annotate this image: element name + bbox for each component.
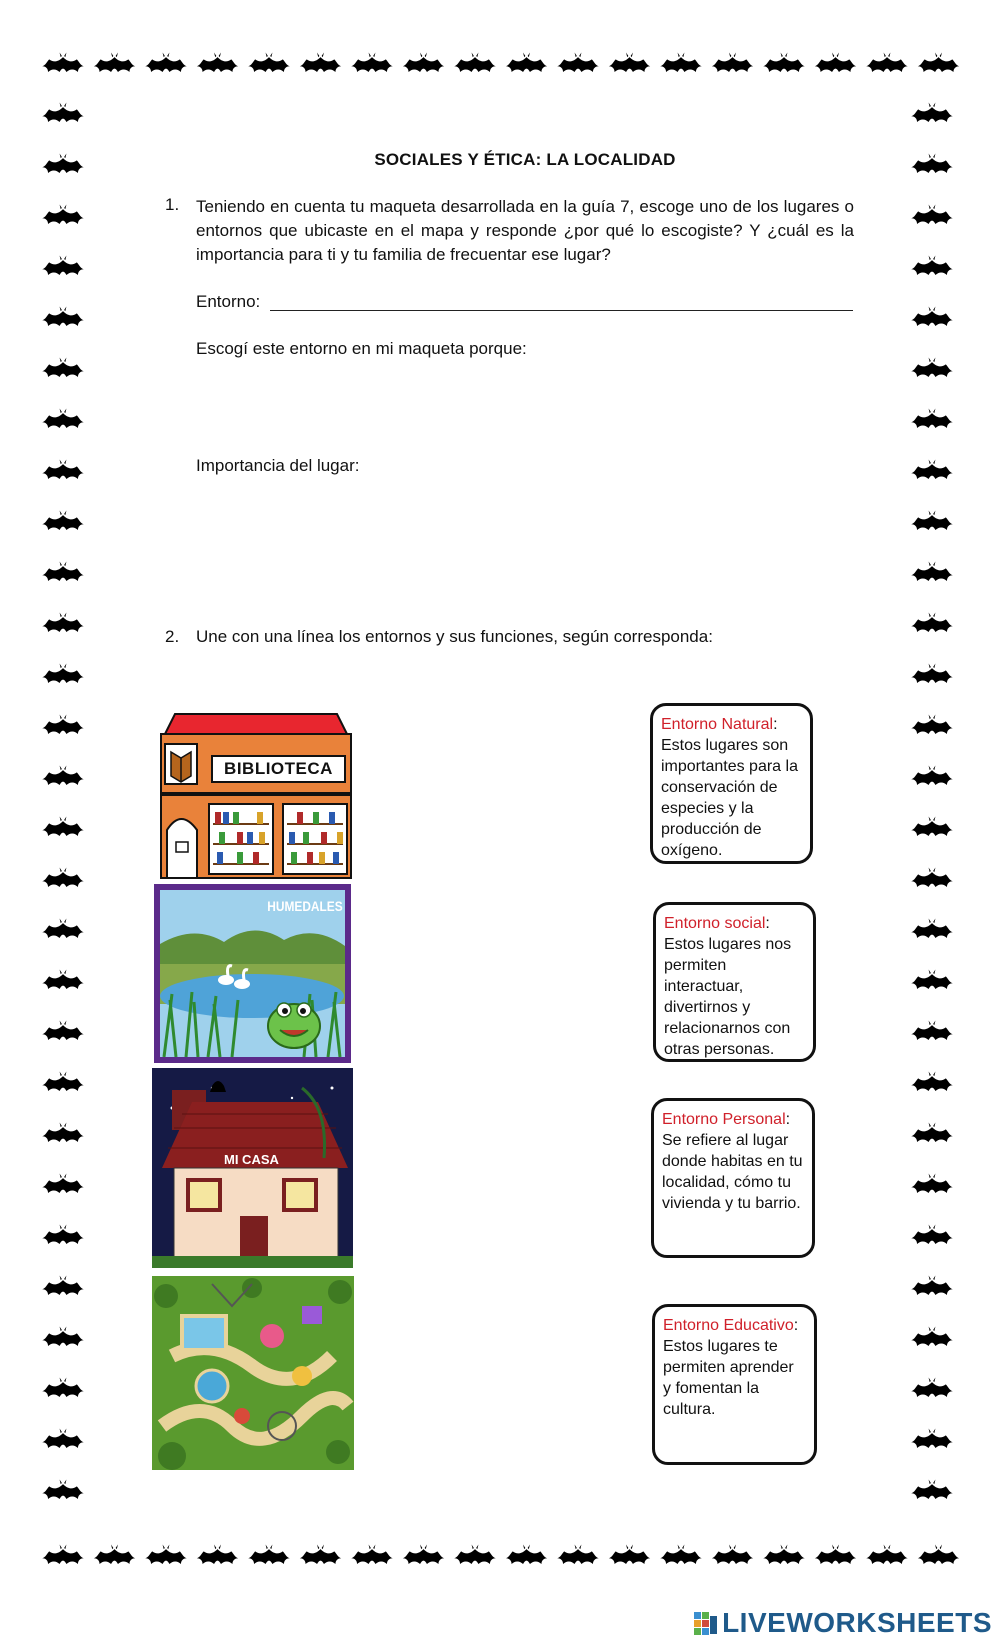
question-2-number: 2.	[165, 627, 180, 646]
question-2-text: Une con una línea los entornos y sus funciones, según corresponda:	[196, 627, 713, 646]
bat-icon	[145, 53, 186, 73]
card-entorno-educativo[interactable]: Entorno Educativo: Estos lugares te permiten aprender y fomentan la cultura.	[652, 1304, 817, 1465]
bat-icon	[911, 1225, 952, 1245]
bat-icon	[42, 1123, 83, 1143]
bat-icon	[763, 1545, 804, 1565]
bat-icon	[145, 1545, 186, 1565]
card-description: Estos lugares nos permiten interactuar, divertirnos y relacionarnos con otras personas.	[664, 936, 792, 1058]
liveworksheets-logo[interactable]	[694, 1607, 992, 1639]
question-1-text: Teniendo en cuenta tu maqueta desarrollada en la guía 7, escoge uno de los lugares o entornos que ubicaste en el mapa y responde ¿por qué lo escogiste? Y ¿cuál es la importancia para ti y tu familia de frecuentar ese lugar?	[196, 197, 854, 264]
house-sign: MI CASA	[224, 1152, 279, 1167]
bat-icon	[911, 1378, 952, 1398]
card-entorno-personal[interactable]: Entorno Personal: Se refiere al lugar donde habitas en tu localidad, cómo tu vivienda y tu barrio.	[651, 1098, 815, 1258]
bat-icon	[197, 1545, 238, 1565]
bat-icon	[911, 664, 952, 684]
bat-icon	[918, 1545, 959, 1565]
bat-icon	[911, 1429, 952, 1449]
bat-icon	[712, 53, 753, 73]
bat-icon	[42, 1072, 83, 1092]
bat-icon	[42, 409, 83, 429]
bat-icon	[42, 868, 83, 888]
reason-answer-area[interactable]	[196, 365, 854, 445]
bat-icon	[911, 511, 952, 531]
bat-icon	[911, 358, 952, 378]
bat-icon	[42, 511, 83, 531]
card-title: Entorno Natural	[661, 716, 774, 733]
bat-icon	[911, 307, 952, 327]
bat-icon	[42, 1378, 83, 1398]
house-picture[interactable]	[152, 1068, 353, 1268]
bat-icon	[197, 53, 238, 73]
bat-icon	[300, 1545, 341, 1565]
importance-label: Importancia del lugar:	[196, 456, 360, 475]
bat-icon	[248, 53, 289, 73]
amusement-park-icon	[152, 1276, 354, 1470]
entorno-answer-line[interactable]	[270, 310, 853, 311]
card-title: Entorno Personal	[662, 1111, 786, 1128]
importance-answer-area[interactable]	[196, 482, 854, 582]
bat-icon	[763, 53, 804, 73]
bat-icon	[300, 53, 341, 73]
bat-icon	[911, 766, 952, 786]
card-title: Entorno social	[664, 915, 766, 932]
card-entorno-natural[interactable]: Entorno Natural: Estos lugares son importantes para la conservación de especies y la producción de oxígeno.	[650, 703, 813, 864]
bat-icon	[815, 53, 856, 73]
bat-icon	[454, 53, 495, 73]
bat-icon	[42, 1174, 83, 1194]
bat-icon	[911, 817, 952, 837]
bat-icon	[911, 715, 952, 735]
bat-icon	[911, 868, 952, 888]
card-description: Estos lugares son importantes para la conservación de especies y la producción de oxígeno.	[661, 737, 798, 859]
bat-icon	[42, 1225, 83, 1245]
bat-icon	[42, 919, 83, 939]
bat-icon	[557, 1545, 598, 1565]
bat-icon	[42, 53, 83, 73]
worksheet-title: SOCIALES Y ÉTICA: LA LOCALIDAD	[374, 150, 676, 169]
bat-icon	[609, 53, 650, 73]
bat-icon	[351, 1545, 392, 1565]
bat-icon	[42, 205, 83, 225]
bat-icon	[42, 766, 83, 786]
bat-icon	[42, 307, 83, 327]
bat-icon	[866, 53, 907, 73]
bat-icon	[42, 715, 83, 735]
bat-icon	[403, 1545, 444, 1565]
bat-icon	[42, 1276, 83, 1296]
bat-icon	[42, 1327, 83, 1347]
bat-icon	[911, 562, 952, 582]
wetland-picture[interactable]	[154, 884, 351, 1063]
liveworksheets-logo-icon	[694, 1612, 718, 1636]
bat-icon	[42, 664, 83, 684]
bat-icon	[42, 970, 83, 990]
library-picture[interactable]	[157, 712, 355, 880]
bat-icon	[506, 1545, 547, 1565]
logo-text: LIVEWORKSHEETS	[722, 1607, 992, 1638]
bat-icon	[660, 53, 701, 73]
question-1-number: 1.	[165, 195, 180, 214]
bat-icon	[42, 103, 83, 123]
bat-icon	[42, 358, 83, 378]
bat-icon	[918, 53, 959, 73]
bat-icon	[42, 817, 83, 837]
bat-icon	[911, 919, 952, 939]
wetland-sign: HUMEDALES	[267, 898, 343, 914]
bat-icon	[911, 1480, 952, 1500]
bat-icon	[506, 53, 547, 73]
bat-icon	[911, 103, 952, 123]
entorno-label: Entorno:	[196, 292, 261, 311]
bat-icon	[94, 53, 135, 73]
bat-icon	[815, 1545, 856, 1565]
library-sign: BIBLIOTECA	[224, 759, 333, 778]
bat-icon	[351, 53, 392, 73]
bat-icon	[911, 1174, 952, 1194]
bat-icon	[454, 1545, 495, 1565]
card-description: Se refiere al lugar donde habitas en tu localidad, cómo tu vivienda y tu barrio.	[662, 1132, 803, 1212]
bat-icon	[42, 256, 83, 276]
bat-icon	[911, 1276, 952, 1296]
bat-icon	[94, 1545, 135, 1565]
bat-icon	[42, 460, 83, 480]
bat-icon	[911, 613, 952, 633]
bat-icon	[42, 1480, 83, 1500]
bat-icon	[911, 1327, 952, 1347]
bat-icon	[712, 1545, 753, 1565]
bat-icon	[911, 970, 952, 990]
bat-icon	[557, 53, 598, 73]
park-picture[interactable]	[152, 1276, 354, 1470]
bat-icon	[42, 562, 83, 582]
bat-icon	[911, 1123, 952, 1143]
bat-icon	[911, 409, 952, 429]
bat-icon	[911, 1072, 952, 1092]
card-description: Estos lugares te permiten aprender y fomentan la cultura.	[663, 1338, 794, 1418]
bat-icon	[911, 460, 952, 480]
bat-icon	[911, 256, 952, 276]
bat-icon	[911, 205, 952, 225]
bat-icon	[403, 53, 444, 73]
bat-icon	[911, 1021, 952, 1041]
bat-icon	[660, 1545, 701, 1565]
bat-icon	[42, 613, 83, 633]
card-title: Entorno Educativo	[663, 1317, 794, 1334]
reason-label: Escogí este entorno en mi maqueta porque:	[196, 339, 527, 358]
card-entorno-social[interactable]: Entorno social: Estos lugares nos permiten interactuar, divertirnos y relacionarnos con otras personas.	[653, 902, 816, 1062]
bat-icon	[42, 1021, 83, 1041]
bat-icon	[42, 1545, 83, 1565]
bat-icon	[248, 1545, 289, 1565]
bat-icon	[42, 1429, 83, 1449]
bat-icon	[609, 1545, 650, 1565]
bat-icon	[866, 1545, 907, 1565]
